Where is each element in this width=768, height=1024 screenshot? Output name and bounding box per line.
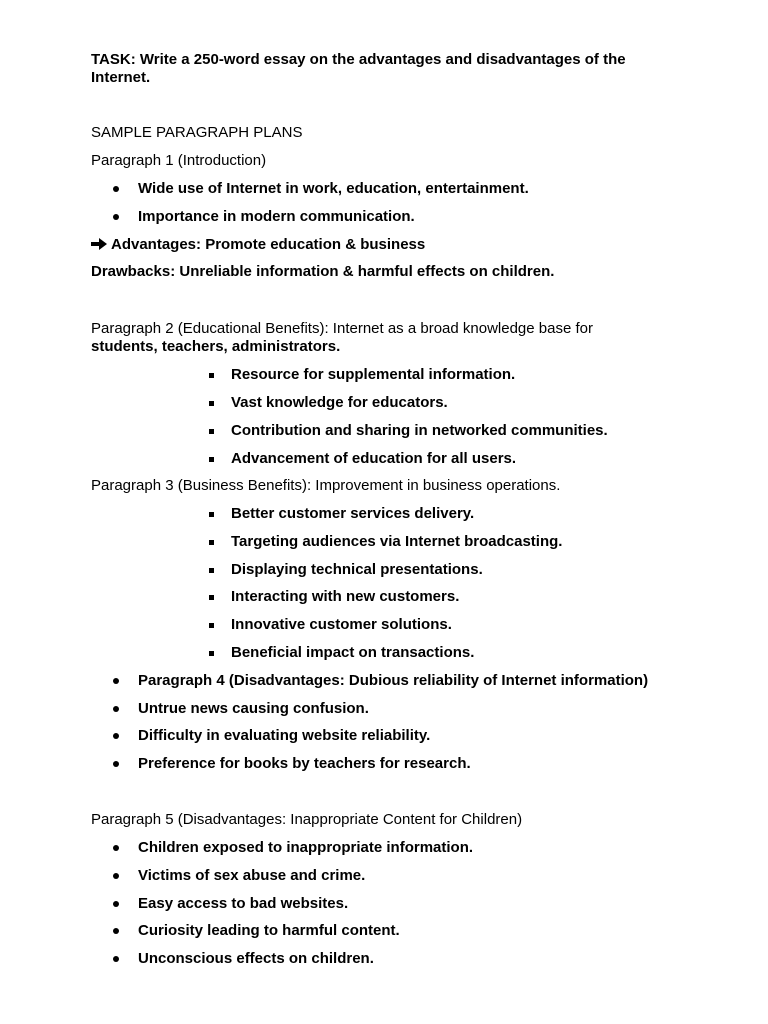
- p3-bullet-4: Interacting with new customers.: [231, 588, 460, 605]
- section-heading: SAMPLE PARAGRAPH PLANS: [91, 124, 303, 141]
- bullet-square-icon: [209, 623, 214, 628]
- task-line-2: Internet.: [91, 69, 151, 86]
- bullet-square-icon: [209, 429, 214, 434]
- p1-drawbacks: Drawbacks: Unreliable information & harmful effects on children.: [91, 263, 555, 280]
- bullet-square-icon: [209, 373, 214, 378]
- p5-bullet-4: Curiosity leading to harmful content.: [138, 922, 400, 939]
- p5-bullet-3: Easy access to bad websites.: [138, 895, 349, 912]
- right-arrow-icon: [91, 238, 107, 250]
- bullet-square-icon: [209, 512, 214, 517]
- p1-bullet-2: Importance in modern communication.: [138, 208, 415, 225]
- p3-bullet-5: Innovative customer solutions.: [231, 616, 452, 633]
- p4-title-bullet: Paragraph 4 (Disadvantages: Dubious reliability of Internet information): [138, 672, 649, 689]
- p5-title: Paragraph 5 (Disadvantages: Inappropriate Content for Children): [91, 811, 523, 828]
- p3-bullet-1: Better customer services delivery.: [231, 505, 475, 522]
- bullet-dot-icon: [113, 678, 119, 684]
- p2-title-line-1: [91, 320, 593, 338]
- bullet-square-icon: [209, 401, 214, 406]
- bullet-dot-icon: [113, 845, 119, 851]
- bullet-dot-icon: [113, 928, 119, 934]
- p2-title-text-1: Paragraph 2 (Educational Benefits): Internet as a broad knowledge base for: [91, 320, 593, 337]
- p2-bullet-3: Contribution and sharing in networked communities.: [231, 422, 608, 439]
- task-line-1: TASK: Write a 250-word essay on the advantages and disadvantages of the: [91, 51, 626, 68]
- p4-bullet-3: Preference for books by teachers for research.: [138, 755, 471, 772]
- p2-bullet-4: Advancement of education for all users.: [231, 450, 517, 467]
- p1-advantages: Advantages: Promote education & business: [111, 236, 426, 253]
- p5-bullet-2: Victims of sex abuse and crime.: [138, 867, 366, 884]
- p1-advantages-line: [91, 236, 425, 254]
- bullet-dot-icon: [113, 873, 119, 879]
- p3-bullet-2: Targeting audiences via Internet broadcasting.: [231, 533, 563, 550]
- bullet-square-icon: [209, 595, 214, 600]
- bullet-dot-icon: [113, 761, 119, 767]
- bullet-dot-icon: [113, 901, 119, 907]
- p2-bullet-1: Resource for supplemental information.: [231, 366, 516, 383]
- p2-bullet-2: Vast knowledge for educators.: [231, 394, 448, 411]
- p3-bullet-3: Displaying technical presentations.: [231, 561, 483, 578]
- p3-title: Paragraph 3 (Business Benefits): Improvement in business operations.: [91, 477, 561, 494]
- bullet-dot-icon: [113, 733, 119, 739]
- p1-bullet-1: Wide use of Internet in work, education, entertainment.: [138, 180, 529, 197]
- p4-bullet-2: Difficulty in evaluating website reliability.: [138, 727, 431, 744]
- bullet-dot-icon: [113, 214, 119, 220]
- p4-bullet-1: Untrue news causing confusion.: [138, 700, 369, 717]
- p5-bullet-1: Children exposed to inappropriate information.: [138, 839, 474, 856]
- bullet-dot-icon: [113, 956, 119, 962]
- bullet-square-icon: [209, 651, 214, 656]
- bullet-square-icon: [209, 568, 214, 573]
- p1-title: Paragraph 1 (Introduction): [91, 152, 267, 169]
- p3-bullet-6: Beneficial impact on transactions.: [231, 644, 475, 661]
- p5-bullet-5: Unconscious effects on children.: [138, 950, 374, 967]
- bullet-square-icon: [209, 457, 214, 462]
- bullet-dot-icon: [113, 186, 119, 192]
- bullet-square-icon: [209, 540, 214, 545]
- bullet-dot-icon: [113, 706, 119, 712]
- p2-title-line-2: students, teachers, administrators.: [91, 338, 341, 355]
